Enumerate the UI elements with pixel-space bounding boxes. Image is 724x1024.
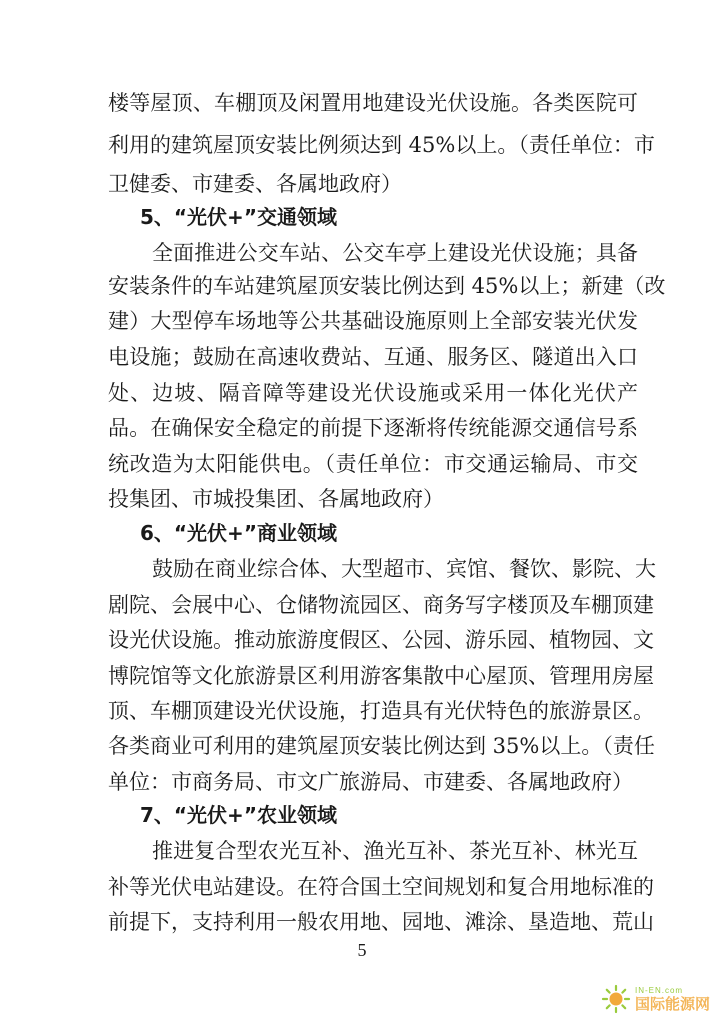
text-line: 单位：市商务局、市文广旅游局、市建委、各属地政府） [108, 770, 633, 794]
section-heading: 7、“光伏+”农业领域 [140, 803, 337, 827]
text-line: 顶、车棚顶建设光伏设施，打造具有光伏特色的旅游景区。 [108, 699, 654, 723]
text-line: 卫健委、市建委、各属地政府） [108, 172, 402, 196]
page-number: 5 [357, 940, 367, 960]
watermark-logo [601, 984, 710, 1014]
text-line: 安装条件的车站建筑屋顶安装比例达到 45%以上；新建（改 [108, 274, 666, 298]
text-line: 博院馆等文化旅游景区利用游客集散中心屋顶、管理用房屋 [108, 664, 654, 688]
watermark-name: 国际能源网 [634, 994, 710, 1013]
text-line: 各类商业可利用的建筑屋顶安装比例达到 35%以上。（责任 [108, 734, 655, 758]
text-line: 电设施；鼓励在高速收费站、互通、服务区、隧道出入口 [108, 345, 638, 369]
text-line: 楼等屋顶、车棚顶及闲置用地建设光伏设施。各类医院可 [108, 91, 638, 115]
text-line: 前提下，支持利用一般农用地、园地、滩涂、垦造地、荒山 [108, 910, 654, 934]
text-line: 补等光伏电站建设。在符合国土空间规划和复合用地标准的 [108, 875, 654, 899]
text-line: 处、边坡、隔音障等建设光伏设施或采用一体化光伏产 [108, 381, 638, 405]
text-line: 品。在确保安全稳定的前提下逐渐将传统能源交通信号系 [108, 416, 638, 440]
text-line: 鼓励在商业综合体、大型超市、宾馆、餐饮、影院、大 [152, 557, 656, 581]
text-line: 剧院、会展中心、仓储物流园区、商务写字楼顶及车棚顶建 [108, 593, 654, 617]
sun-logo-icon [601, 984, 631, 1014]
section-heading: 6、“光伏+”商业领域 [140, 521, 337, 545]
text-line: 利用的建筑屋顶安装比例须达到 45%以上。（责任单位：市 [108, 133, 655, 157]
text-line: 建）大型停车场地等公共基础设施原则上全部安装光伏发 [108, 309, 638, 333]
text-line: 投集团、市城投集团、各属地政府） [108, 487, 444, 511]
text-line: 设光伏设施。推动旅游度假区、公园、游乐园、植物园、文 [108, 628, 654, 652]
text-line: 全面推进公交车站、公交车亭上建设光伏设施；具备 [152, 241, 638, 265]
text-line: 推进复合型农光互补、渔光互补、茶光互补、林光互 [152, 839, 638, 863]
watermark-site: IN-EN.com [634, 985, 684, 995]
section-heading: 5、“光伏+”交通领域 [140, 205, 337, 229]
text-line: 统改造为太阳能供电。（责任单位：市交通运输局、市交 [108, 452, 638, 476]
